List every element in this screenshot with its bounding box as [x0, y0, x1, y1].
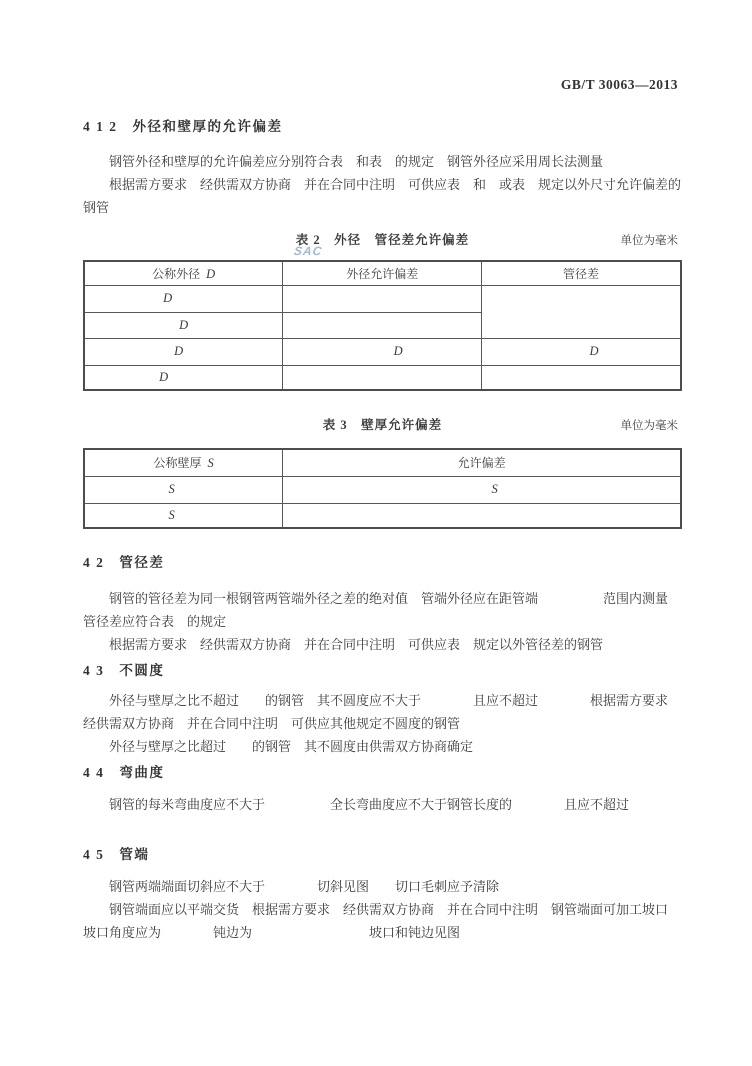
section-4-2-body [83, 587, 682, 656]
heading-4-3: 4 3 不圆度 [83, 663, 165, 678]
table-3-header-deviation: 允许偏差 [283, 449, 681, 476]
table-cell [84, 285, 283, 312]
table-cell [283, 338, 482, 365]
section-4-1-2-body [83, 150, 682, 219]
table-cell [84, 365, 283, 390]
table-2-caption [83, 232, 682, 248]
paragraph-line: 钢管的每米弯曲度应不大于 全长弯曲度应不大于钢管长度的 且应不超过 [109, 797, 630, 812]
variable-D: D [159, 369, 169, 384]
table-2-outer-diameter-deviation [83, 260, 682, 391]
paragraph-line: 外径与壁厚之比不超过 的钢管 其不圆度应不大于 且应不超过 根据需方要求 [109, 693, 669, 708]
table-cell [84, 503, 283, 528]
paragraph-line: 管径差应符合表 的规定 [83, 614, 227, 629]
table-cell [283, 312, 482, 338]
paragraph-line: 根据需方要求 经供需双方协商 并在合同中注明 可供应表 和 或表 规定以外尺寸允许偏差的 [109, 177, 682, 192]
section-4-5-body [83, 875, 682, 944]
variable-S: S [168, 482, 175, 496]
table-cell [283, 503, 681, 528]
variable-D: D [163, 291, 173, 305]
table-3-unit: 单位为毫米 [620, 420, 678, 432]
table-2-unit: 单位为毫米 [620, 235, 678, 247]
table-3-title: 表 3 壁厚允许偏差 [322, 418, 443, 432]
paragraph-line: 钢管端面应以平端交货 根据需方要求 经供需双方协商 并在合同中注明 钢管端面可加工坡口 [109, 902, 669, 917]
table-cell [482, 338, 681, 365]
table-2-header-od-deviation: 外径允许偏差 [283, 261, 482, 285]
table-3-header-nominal-wt: 公称壁厚 S [84, 449, 283, 476]
table-cell [283, 476, 681, 503]
variable-D: D [206, 266, 216, 281]
variable-D: D [179, 317, 189, 332]
paragraph-line: 经供需双方协商 并在合同中注明 可供应其他规定不圆度的钢管 [83, 716, 461, 731]
heading-4-4: 4 4 弯曲度 [83, 765, 165, 780]
paragraph-line: 钢管 [83, 200, 110, 215]
table-2-header-diameter-difference: 管径差 [482, 261, 681, 285]
table-cell [84, 476, 283, 503]
table-cell [482, 365, 681, 390]
section-4-3-body [83, 689, 682, 758]
paragraph-line: 钢管两端端面切斜应不大于 切斜见图 切口毛刺应予清除 [109, 879, 500, 894]
table-2-header-nominal-od: 公称外径 D [84, 261, 283, 285]
table-3-wall-thickness-deviation [83, 448, 682, 529]
doc-number: GB/T 30063—2013 [560, 77, 678, 92]
paragraph-line: 坡口角度应为 钝边为 坡口和钝边见图 [83, 925, 461, 940]
variable-S: S [168, 507, 175, 522]
sac-watermark: SAC [293, 244, 324, 258]
heading-4-1-2: 4 1 2 外径和壁厚的允许偏差 [83, 119, 283, 134]
table-2-title: 表 2 外径 管径差允许偏差 [295, 233, 470, 247]
table-cell [84, 338, 283, 365]
table-3-caption [83, 417, 682, 433]
variable-S: S [491, 482, 498, 496]
variable-D: D [174, 344, 184, 358]
page-content [83, 0, 682, 944]
heading-4-5: 4 5 管端 [83, 847, 150, 862]
variable-D: D [393, 344, 403, 358]
paragraph-line: 钢管的管径差为同一根钢管两管端外径之差的绝对值 管端外径应在距管端 范围内测量 [109, 591, 669, 606]
paragraph-line: 外径与壁厚之比超过 的钢管 其不圆度由供需双方协商确定 [109, 739, 474, 754]
variable-D: D [589, 344, 599, 358]
paragraph-line: 根据需方要求 经供需双方协商 并在合同中注明 可供应表 规定以外管径差的钢管 [109, 637, 604, 652]
table-cell [283, 285, 482, 312]
variable-S: S [207, 456, 214, 471]
table-cell [283, 365, 482, 390]
table-cell-merged [482, 285, 681, 338]
table-cell [84, 312, 283, 338]
section-4-4-body [83, 793, 682, 816]
paragraph-line: 钢管外径和壁厚的允许偏差应分别符合表 和表 的规定 钢管外径应采用周长法测量 [109, 154, 604, 169]
heading-4-2: 4 2 管径差 [83, 555, 165, 570]
